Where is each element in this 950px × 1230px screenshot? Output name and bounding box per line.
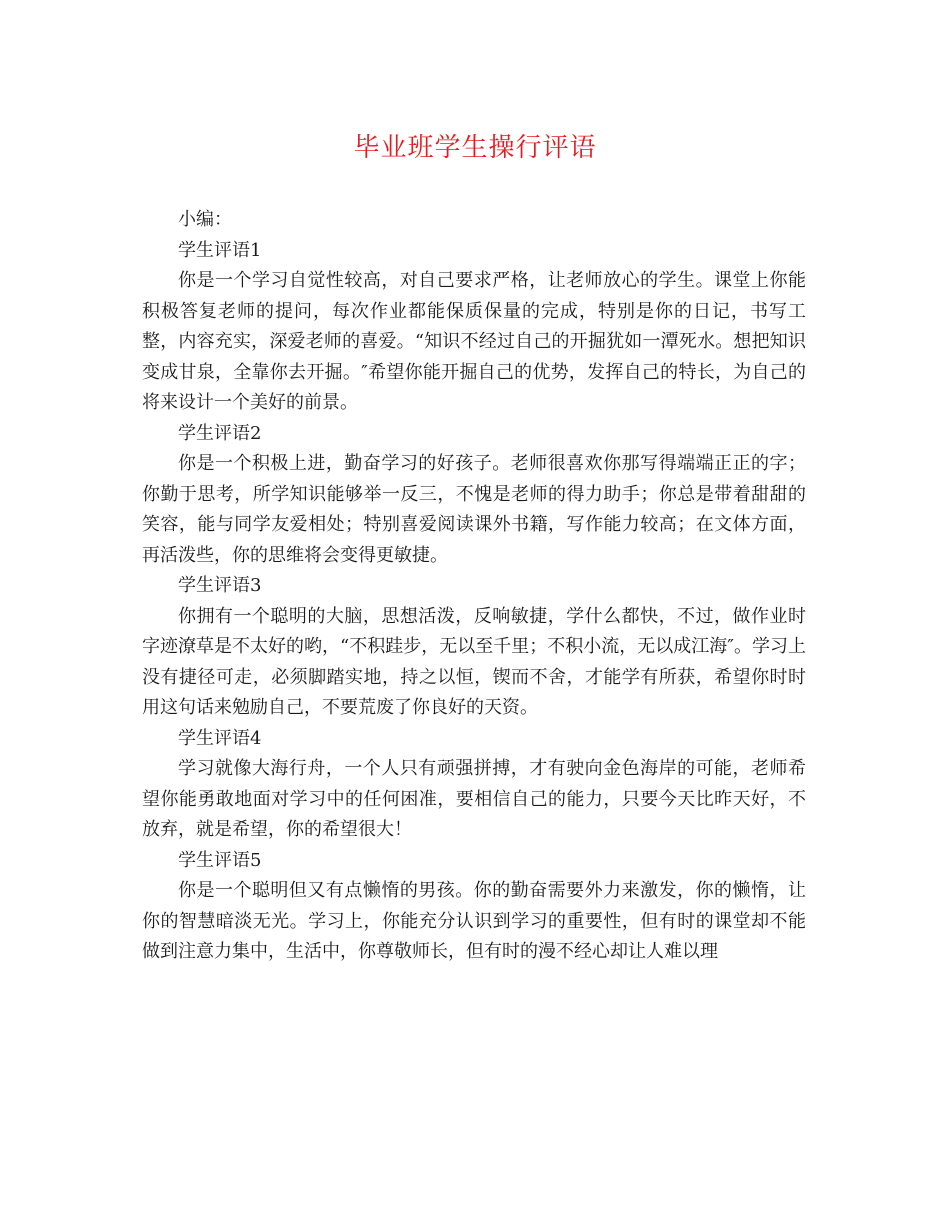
comment-heading-2: 学生评语2 xyxy=(178,422,262,444)
comment-body-3: 你拥有一个聪明的大脑，思想活泼，反响敏捷，学什么都快，不过，做作业时字迹潦草是不太好的哟，“不积跬步，无以至千里；不积小流，无以成江海″。学习上没有捷径可走，必须脚踏实地，持之以恒，锲而不舍，才能学有所获，希望你时时用这句话来勉励自己，不要荒废了你良好的天资。 xyxy=(142,605,806,718)
comment-body-2: 你是一个积极上进，勤奋学习的好孩子。老师很喜欢你那写得端端正正的字；你勤于思考，所学知识能够举一反三，不愧是老师的得力助手；你总是带着甜甜的笑容，能与同学友爱相处；特别喜爱阅读课外书籍，写作能力较高；在文体方面，再活泼些，你的思维将会变得更敏捷。 xyxy=(142,453,806,566)
comment-body-4: 学习就像大海行舟，一个人只有顽强拼搏，才有驶向金色海岸的可能，老师希望你能勇敢地面对学习中的任何困准，要相信自己的能力，只要今天比昨天好，不放弃，就是希望，你的希望很大！ xyxy=(142,758,806,840)
document-title: 毕业班学生操行评语 xyxy=(353,133,597,163)
comment-heading-3: 学生评语3 xyxy=(178,575,262,596)
comment-body-1: 你是一个学习自觉性较高，对自己要求严格，让老师放心的学生。课堂上你能积极答复老师的提问，每次作业都能保质保量的完成，特别是你的日记，书写工整，内容充实，深爱老师的喜爱。“知识不经过自己的开掘犹如一潭死水。想把知识变成甘泉，全靠你去开掘。″希望你能开掘自己的优势，发挥自己的特长，为自己的将来设计一个美好的前景。 xyxy=(142,270,806,413)
document-body xyxy=(142,205,806,968)
comment-heading-1: 学生评语1 xyxy=(178,239,262,261)
comment-heading-5: 学生评语5 xyxy=(178,849,262,871)
comment-body-5: 你是一个聪明但又有点懒惰的男孩。你的勤奋需要外力来激发，你的懒惰，让你的智慧暗淡无光。学习上，你能充分认识到学习的重要性，但有时的课堂却不能做到注意力集中，生活中，你尊敬师长，但有时的漫不经心却让人难以理 xyxy=(142,880,806,962)
editor-note: 小编： xyxy=(178,209,232,230)
comment-heading-4: 学生评语4 xyxy=(178,727,262,749)
